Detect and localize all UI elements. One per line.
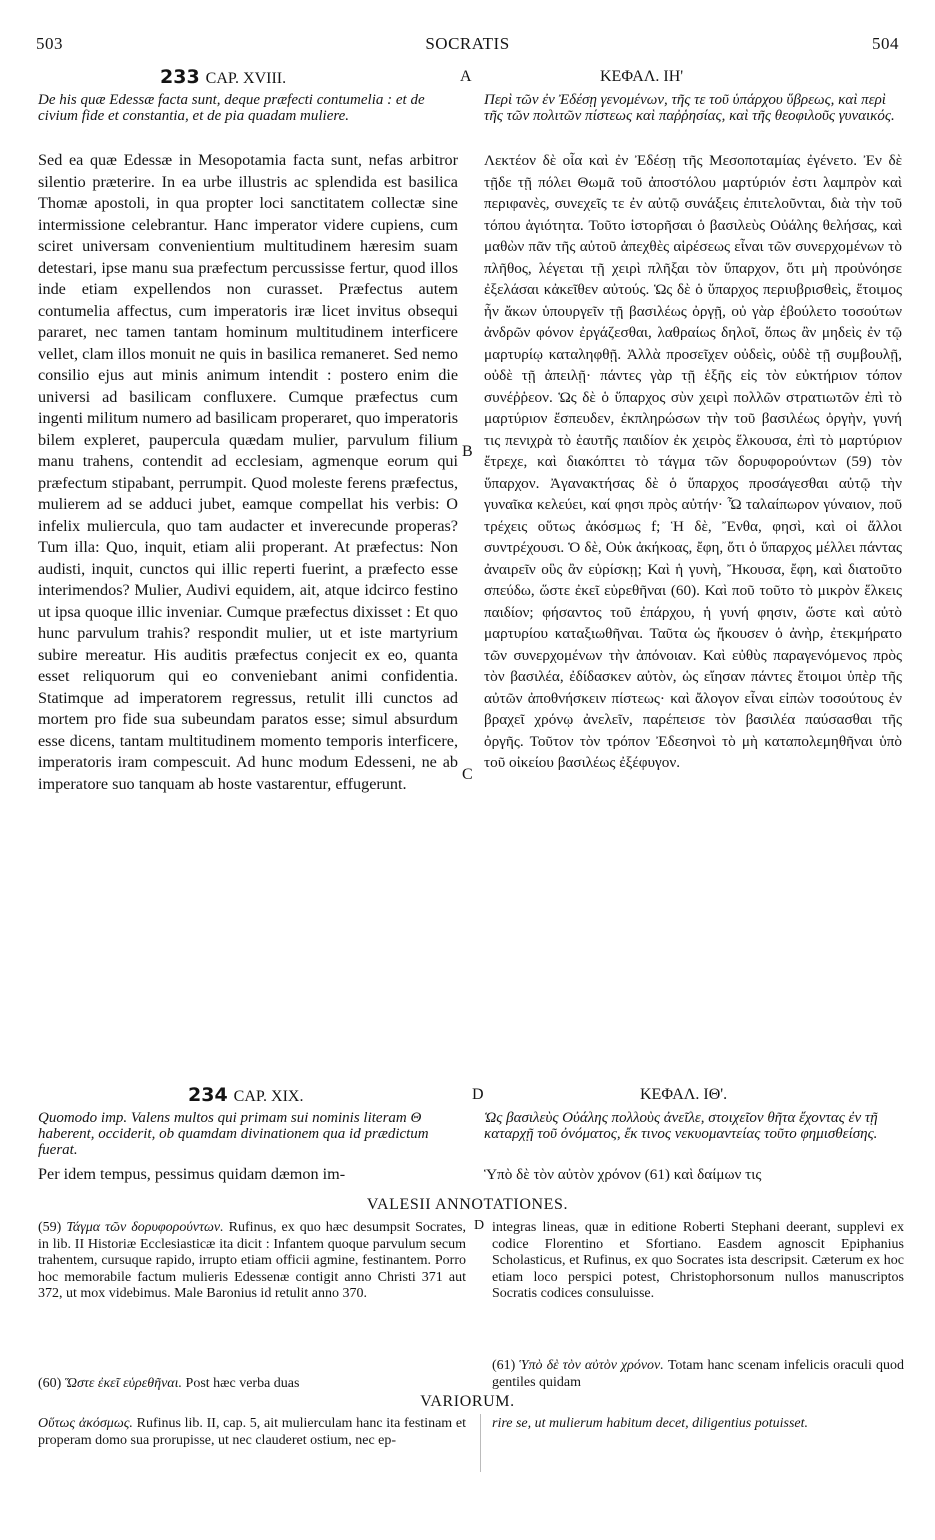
annotation-61-text: Totam hanc scenam infelicis oraculi quod gentiles quidam <box>492 1358 904 1390</box>
annotation-59-text: Rufinus, ex quo hæc desumpsit Socrates, in lib. II Historiæ Ecclesiasticæ ita dicit : Infantem quoque parvulum secum trahentem, cursuque rapido, irrupto etiam officii agmine, festinantem. Porro hoc memorabile factum mulieris Edessenæ contigit anno Christi 371 aut 372, ut mox videbimus. Male Baronius id retulit anno 370. <box>38 1220 467 1301</box>
greek-chapter19-title: Ὡς βασιλεὺς Οὐάλης πολλοὺς ἀνεῖλε, στοιχεῖον θῆτα ἔχοντας ἐν τῇ καταρχῇ τοῦ ὀνόματος, ἔκ τινος νεκυομαντείας τοῦτο φημισθείσης. <box>484 1110 878 1142</box>
greek-body-text: Λεκτέον δὲ οἷα καὶ ἐν Ἐδέσῃ τῆς Μεσοποταμίας ἐγένετο. Ἐν δὲ τῇδε τῇ πόλει Θωμᾶ τοῦ ἀποστόλου μαρτύριόν ἐστι λαμπρὸν καὶ περιφανὲς, συνεχεῖς τε ἐν αὐτῷ συνάξεις ἐπιτελοῦνται, διὰ τὴν τοῦ τόπου ἁγιότητα. Τοῦτο ἱστορῆσαι ὁ βασιλεὺς Οὐάλης θελήσας, καὶ μαθὼν πᾶν τῆς αὐτοῦ ἀπεχθὲς αἱρέσεως εἶναι τῶν συνερχομένων τὸ πλῆθος, λέγεται τῇ χειρὶ πλῆξαι τὸν ὕπαρχον, ὅτι μὴ προὐνόησε ἐξελάσαι κἀκεῖθεν αὐτούς. Ὡς δὲ ὁ ὕπαρχος περιυβρισθεὶς, ἕτοιμος ἦν ἄκων ὑπουργεῖν τῇ βασιλέως ὀργῇ, οὐ γὰρ ἐβούλετο τοσούτων ἀνδρῶν φόνον ἐργάζεσθαι, λαθραίως δηλοῖ, ὅπως ἂν μηδεὶς ἐν τῷ μαρτυρίῳ καταληφθῇ. Ἀλλὰ προσεῖχεν οὐδεὶς, οὐδὲ τῇ συμβουλῇ, οὐδὲ τῇ ἀπειλῇ· πάντες γὰρ τῇ ἑξῆς εἰς τὸν εὐκτήριον τόπον συνέῤῥεον. Ὡς δὲ ὁ ὕπαρχος σὺν χειρὶ πολλῶν στρατιωτῶν ἐπὶ τὸ μαρτύριον ἔσπευδεν, ἐκπληρώσων τὴν τοῦ βασιλέως ὀργὴν, γυνή τις πενιχρὰ τὸ ἑαυτῆς παιδίον ἐκ χειρὸς ἕλκουσα, ἐπὶ τὸ μαρτύριον ἔτρεχε, καὶ διακόπτει τὸ τάγμα τῶν δορυφορούντων (59) τὸν ὕπαρχον. Ἀγανακτήσας δὲ ὁ ὕπαρχος προσάγεσθαι αὐτῷ τὴν γυναῖκα κελεύει, καί φησι πρὸς αὐτήν· Ὦ ταλαίπωρον γύναιον, ποῦ τρέχεις οὕτως ἀκόσμως f; Ἡ δὲ, Ἔνθα, φησὶ, καὶ οἱ ἄλλοι συντρέχουσι. Ὁ δὲ, Οὐκ ἀκήκοας, ἔφη, ὅτι ὁ ὕπαρχος μέλλει πάντας ἀναιρεῖν οὓς ἂν εὑρίσκῃ; Καὶ ἡ γυνὴ, Ἤκουσα, ἔφη, καὶ διατοῦτο σπεύδω, ὥστε ἐκεῖ εὑρεθῆναι (60). Καὶ ποῦ τοῦτο τὸ μικρὸν ἕλκεις παιδίον; φήσαντος τοῦ ἐπάρχου, ἡ γυνή φησιν, ὥστε καὶ αὐτὸ μαρτυρίου καταξιωθῆναι. Ταῦτα ὡς ἤκουσεν ὁ ἀνὴρ, ἐτεκμήρατο τῶν συνερχομένων τὴν ἀπόνοιαν. Καὶ εὐθὺς παραγενόμενος πρὸς τὸν βασιλέα, ἐδίδασκεν αὐτὸν, ὡς εἴησαν πάντες ἕτοιμοι ὑπὲρ τῆς αὐτῶν ἀποθνήσκειν πίστεως· καὶ ἄλογον εἶναι εἰπὼν τοσούτους ἐν βραχεῖ χρόνῳ ἀνελεῖν, παρέπεισε τὸν βασιλέα παύσασθαι τῆς ὀργῆς. Τοῦτον τὸν τρόπον Ἐδεσηνοὶ τὸ μὴ καταπολεμηθῆναι ὑπὸ τοῦ οἰκείου βασιλέως ἐξέφυγον. <box>484 152 902 771</box>
latin-body-text: Sed ea quæ Edessæ in Mesopotamia facta sunt, nefas arbitror silentio præterire. In ea urbe illustris ac splendida est basilica Thomæ apostoli, in qua propter loci sanctitatem collectæ sine intermissione celebrantur. Hanc imperator videre cupiens, cum sciret universam convenientium multitudinem hæresim suam detestari, ipse manu sua præfectum percussisse fertur, quod illos inde etiam expellendos non curasset. Præfectus autem contumelia affectus, cum imperatoris iræ licet invitus obsequi pararet, nec tamen tantam hominum multitudinem interficere vellet, clam illos monuit ne quis in basilica remaneret. Sed nemo consilio ejus aut minis animum intendit : postero enim die universi ad basilicam confluxere. Cumque præfectus cum ingenti militum numero ad basilicam properaret, quo imperatoris bilem expleret, paupercula quædam mulier, parvulum filium manu trahens, contendit ad ecclesiam, agmenque eorum qui præfectum stipabant, perrumpit. Quod moleste ferens præfectus, mulierem ad se adduci jubet, eamque compellat his verbis: O infelix muliercula, quo tam audacter et inverecunde properas? Tum illa: Quo, inquit, etiam alii properant. At præfectus: Non audisti, inquit, cunctos qui illic reperti fuerint, a præfecto esse interimendos? Mulier, Audivi equidem, ait, atque idcirco festino ut ipsa quoque illic inveniar. Cumque præfectus dixisset : Et quo hunc parvulum trahis? respondit mulier, ut et iste martyrium subire mereatur. His auditis præfectus conjecit ex eo, quanta esset reliquorum qui eo conveniebant animi confidentia. Statimque ad imperatorem regressus, retulit illi cunctos ad mortem pro fide sua subeundam paratos esse; simul absurdum esse dicens, tantam multitudinem momento temporis interficere, imperatoris iram compescuit. Ad hunc modum Edesseni, ne ab imperatore suo tanquam ab hoste vastarentur, effugerunt. <box>38 151 458 793</box>
annotation-60-label: (60) <box>38 1376 62 1391</box>
margin-marker-b: B <box>462 443 473 460</box>
running-header <box>36 34 899 58</box>
greek-chapter19-text: Ὑπὸ δὲ τὸν αὐτὸν χρόνον (61) καὶ δαίμων τις <box>484 1166 762 1183</box>
latin-chapter19-text: Per idem tempus, pessimus quidam dæmon im- <box>38 1165 346 1183</box>
variorum-text-left: Rufinus lib. II, cap. 5, ait mulierculam hanc ita festinam et properam domo sua prorupisse, ut nec clauderet ostium, nec ep- <box>38 1416 466 1448</box>
latin-chapter19-label: CAP. XIX. <box>233 1088 304 1105</box>
annotation-60-text: Post hæc verba duas <box>185 1376 300 1391</box>
latin-chapter19-title: Quomodo imp. Valens multos qui primam sui nominis literam Θ haberent, occiderit, ob quamdam divinationem qua id prædictum fuerat. <box>38 1110 429 1158</box>
variorum-note-left <box>38 1416 466 1449</box>
annotation-60 <box>38 1376 466 1393</box>
margin-marker-d: D <box>472 1086 484 1103</box>
annotation-59-lemma: Τάγμα τῶν δορυφορούντων. <box>66 1220 224 1235</box>
annotation-60-lemma: Ὥστε ἐκεῖ εὑρεθῆναι. <box>64 1376 183 1391</box>
running-title: SOCRATIS <box>425 34 510 53</box>
annotation-60-continued: integras lineas, quæ in editione Roberti Stephani deerant, supplevi ex codice Florentino et Sfortiano. Easdem agnoscit Epiphanius Scholasticus, et Rufinus, ex quo Socrates ista descripsit. Cæterum ex hoc etiam loco perspici potest, Christophorsonum nullos manuscriptos Socratis codices consuluisse. <box>492 1220 904 1301</box>
annotation-61-lemma: Ὑπὸ δὲ τὸν αὐτὸν χρόνον. <box>519 1358 664 1373</box>
greek-chapter19-heading: ΚΕΦΑΛ. ΙΘ'. <box>640 1086 728 1103</box>
latin-chapter-heading <box>160 66 286 88</box>
latin-chapter-title: De his quæ Edessæ facta sunt, deque præfecti contumelia : et de civium fide et constantia, et de pia quadam muliere. <box>38 92 425 124</box>
variorum-lemma: Οὕτως ἀκόσμως. <box>38 1416 133 1431</box>
greek-chapter-title: Περὶ τῶν ἐν Ἐδέσῃ γενομένων, τῆς τε τοῦ ὑπάρχου ὕβρεως, καὶ περὶ τῆς τῶν πολιτῶν πίστεως καὶ παῤῥησίας, καὶ τῆς θεοφιλοῦς γυναικός. <box>484 92 895 124</box>
annotation-61-label: (61) <box>492 1358 516 1373</box>
annotation-61 <box>492 1358 904 1391</box>
right-page-number: 504 <box>872 34 899 53</box>
left-page-number: 503 <box>36 34 63 53</box>
annotations-heading: VALESII ANNOTATIONES. <box>366 1196 569 1213</box>
greek-chapter-heading: ΚΕΦΑΛ. ΙΗ' <box>600 68 684 85</box>
chapter-number: 233 <box>160 66 200 88</box>
variorum-note-right: rire se, ut mulierum habitum decet, diligentius potuisset. <box>492 1416 809 1431</box>
column-divider <box>480 1414 481 1472</box>
latin-chapter-label: CAP. XVIII. <box>205 70 287 87</box>
variorum-heading: VARIORUM. <box>420 1393 515 1410</box>
latin-chapter19-heading <box>188 1084 303 1106</box>
margin-marker-d-notes: D <box>474 1218 485 1233</box>
chapter19-number: 234 <box>188 1084 228 1106</box>
margin-marker-c: C <box>462 766 473 783</box>
margin-marker-a: A <box>460 68 472 85</box>
annotation-59 <box>38 1220 466 1303</box>
annotation-59-label: (59) <box>38 1220 62 1235</box>
